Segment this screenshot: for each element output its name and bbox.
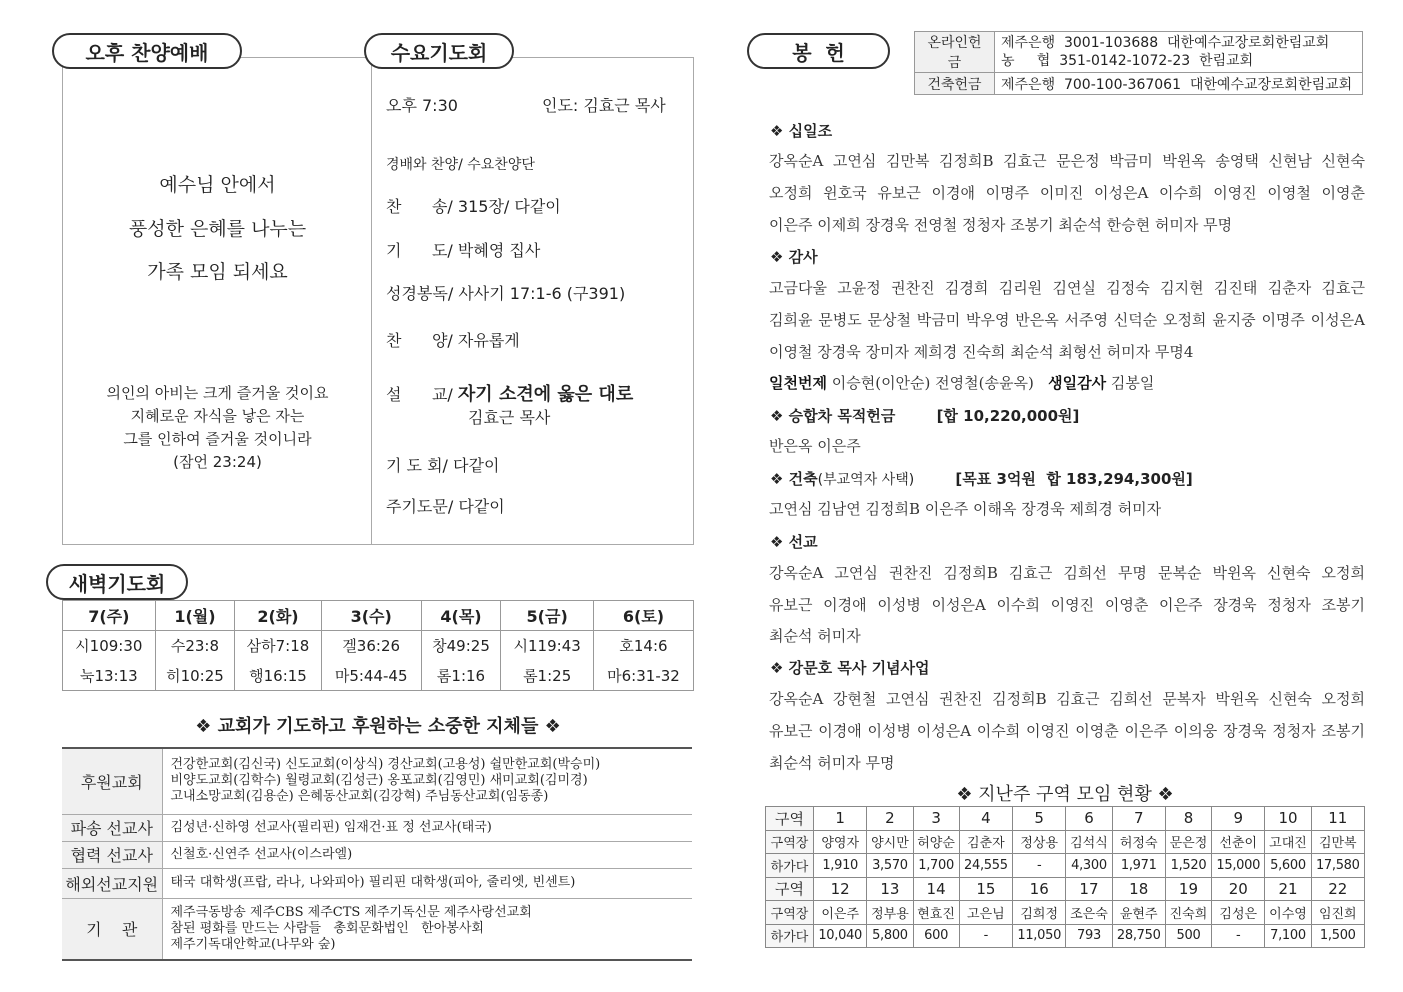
order-label: 경배와 찬양/: [386, 157, 463, 173]
district-number: 6: [1066, 807, 1112, 831]
order-label: 기 도/: [386, 241, 453, 260]
count-cell: 7,100: [1265, 924, 1311, 948]
count-cell: 1,910: [814, 854, 867, 878]
support-row: [62, 814, 692, 841]
leader-cell: 현효진: [913, 901, 959, 925]
row-label: 하가다: [766, 924, 814, 948]
verse-line-1: 의인의 아비는 크게 즐거울 것이요: [106, 384, 329, 402]
wednesday-leader: 인도: 김효근 목사: [542, 96, 666, 115]
support-category: 기 관: [62, 898, 162, 960]
building-names: 고연심 김남연 김정희B 이은주 이해옥 장경욱 제희경 허미자: [769, 500, 1162, 518]
motto-line-2: 풍성한 은혜를 나누는: [128, 218, 307, 240]
verse-cell: 겔36:26: [321, 631, 421, 661]
district-number: 19: [1165, 877, 1211, 901]
support-line: 비양도교회(김학수) 월령교회(김성근) 옹포교회(김영민) 새미교회(김미경): [170, 773, 588, 789]
leader-cell: 선춘이: [1212, 830, 1265, 854]
tithe-heading: ❖ 십일조: [770, 122, 833, 140]
count-cell: 17,580: [1311, 854, 1364, 878]
day-header: 7(주): [63, 601, 156, 631]
support-line: 건강한교회(김신국) 신도교회(이상식) 경산교회(고용성) 쉴만한교회(박승미): [170, 757, 601, 773]
leader-cell: 양시만: [867, 830, 913, 854]
count-cell: 3,570: [867, 854, 913, 878]
tithe-names: 이은주 이제희 장경욱 전영철 정청자 조봉기 최순석 한승현 허미자 무명: [769, 216, 1233, 234]
district-number: 20: [1212, 877, 1265, 901]
day-header: 4(목): [421, 601, 501, 631]
building-label: 건축헌금: [915, 73, 995, 95]
building-heading: [770, 468, 1193, 489]
building-title: ❖ 건축: [770, 470, 818, 488]
order-row-prayer-meeting: [386, 453, 499, 476]
row-label: 구역: [766, 807, 814, 831]
building-note: (부교역자 사택): [817, 472, 915, 488]
dawn-prayer-table: [62, 600, 694, 691]
leader-cell: 허정숙: [1112, 830, 1165, 854]
leader-cell: 허양순: [913, 830, 959, 854]
district-number: 9: [1212, 807, 1265, 831]
day-header: 2(화): [235, 601, 321, 631]
verse-cell: 호14:6: [593, 631, 693, 661]
count-cell: 793: [1066, 924, 1112, 948]
count-cell: -: [959, 924, 1012, 948]
order-label: 찬 양/: [386, 331, 453, 350]
support-line: 태국 대학생(프랍, 라나, 나와피아) 필리핀 대학생(피아, 줄리엣, 빈센트): [170, 875, 576, 890]
support-category: 해외선교지원: [62, 868, 162, 898]
support-value: [162, 841, 692, 868]
district-number: 2: [867, 807, 913, 831]
leader-cell: 임진희: [1311, 901, 1364, 925]
order-value: 수요찬양단: [467, 157, 535, 173]
count-cell: 4,300: [1066, 854, 1112, 878]
order-label: 기 도 회/: [386, 456, 448, 475]
count-cell: 11,050: [1013, 924, 1066, 948]
van-offering-names: 반은옥 이은주: [769, 437, 861, 455]
account-line: 농 협 351-0142-1072-23 한림교회: [1001, 53, 1254, 69]
verse-cell: 행16:15: [235, 661, 321, 691]
memorial-names: 유보근 이경애 이성병 이성은A 이수희 이영진 이영춘 이은주 이의웅 장경욱 정청자 조봉기: [769, 722, 1365, 740]
district-number: 5: [1013, 807, 1066, 831]
mission-names: 강옥순A 고연심 권찬진 김정희B 김효근 김희선 무명 문복순 박윈옥 신현숙 오정희: [769, 564, 1365, 582]
day-header: 1(월): [155, 601, 235, 631]
order-value: 다같이: [453, 456, 500, 475]
order-row-reading: [386, 281, 625, 304]
support-line: 제주기독대안학교(나무와 숲): [170, 936, 336, 952]
mission-names: 유보근 이경애 이성병 이성은A 이수희 이영진 이영춘 이은주 장경욱 정청자 조봉기: [769, 596, 1365, 614]
district-number: 11: [1311, 807, 1364, 831]
mission-names: 최순석 허미자: [769, 627, 861, 645]
dawn-days-row: [63, 601, 694, 631]
tithe-names: 오정희 윈호국 유보근 이경애 이명주 이미진 이성은A 이수희 이영진 이영철 이영춘: [769, 184, 1365, 202]
verse-reference: (잠언 23:24): [173, 453, 262, 471]
online-row: [915, 32, 1363, 73]
district-number: 21: [1265, 877, 1311, 901]
row-label: 하가다: [766, 854, 814, 878]
birthday-value: 김봉일: [1110, 374, 1155, 392]
count-cell: 1,500: [1311, 924, 1364, 948]
sermon-preacher: 김효근 목사: [468, 408, 551, 427]
verse-line-3: 그를 인하여 즐거울 것이니라: [123, 430, 312, 448]
district-number: 16: [1013, 877, 1066, 901]
verse-line-2: 지혜로운 자식을 낳은 자는: [130, 407, 305, 425]
count-cell: -: [1013, 854, 1066, 878]
thanks-names: 고금다울 고윤정 권찬진 김경희 김리원 김연실 김정숙 김지현 김진태 김춘자 김효근: [769, 279, 1365, 297]
count-cell: 1,971: [1112, 854, 1165, 878]
van-offering-heading: [770, 405, 1079, 426]
support-row: [62, 748, 692, 814]
leader-cell: 이은주: [814, 901, 867, 925]
verse-cell: 롬1:25: [501, 661, 594, 691]
district-number: 7: [1112, 807, 1165, 831]
support-line: 김성년·신하영 선교사(필리핀) 임재건·표 정 선교사(태국): [170, 819, 492, 835]
support-value: [162, 814, 692, 841]
verse-cell: 히10:25: [155, 661, 235, 691]
memorial-names: 최순석 허미자 무명: [769, 754, 895, 772]
birthday-label: 생일감사: [1048, 374, 1107, 392]
memorial-names: 강옥순A 강현철 고연심 권찬진 김정희B 김효근 김희선 문복자 박윈옥 신현숙 오정희: [769, 690, 1365, 708]
motto-line-3: 가족 모임 되세요: [147, 261, 288, 283]
verse-cell: 마5:44-45: [321, 661, 421, 691]
wednesday-time: 오후 7:30: [386, 96, 458, 115]
count-cell: 10,040: [814, 924, 867, 948]
building-row: [915, 73, 1363, 95]
order-row-prayer: [386, 238, 540, 261]
count-cell: 600: [913, 924, 959, 948]
van-offering-title: ❖ 승합차 목적헌금: [770, 407, 896, 425]
order-row-sermon: [386, 380, 633, 406]
leader-cell: 윤현주: [1112, 901, 1165, 925]
support-value: [162, 868, 692, 898]
count-cell: 24,555: [959, 854, 1012, 878]
offering-accounts-table: [914, 31, 1363, 95]
offering-title: 봉 헌: [747, 33, 890, 69]
support-row: [62, 868, 692, 898]
support-line: 제주극동방송 제주CBS 제주CTS 제주기독신문 제주사랑선교회: [170, 904, 532, 920]
thanks-names: 이영철 장경욱 장미자 제희경 진숙희 최순석 최형선 허미자 무명4: [769, 343, 1194, 361]
verse-cell: 롬1:16: [421, 661, 501, 691]
district-number: 22: [1311, 877, 1364, 901]
count-cell: 500: [1165, 924, 1211, 948]
district-number: 8: [1165, 807, 1211, 831]
row-label: 구역장: [766, 901, 814, 925]
district-number: 4: [959, 807, 1012, 831]
support-line: 참된 평화를 만드는 사람들 총회문화법인 한아봉사회: [170, 920, 484, 936]
leader-cell: 정부용: [867, 901, 913, 925]
support-heading: ❖ 교회가 기도하고 후원하는 소중한 지체들 ❖: [195, 716, 561, 737]
support-value: [162, 748, 692, 814]
order-label: 찬 송/: [386, 197, 453, 216]
order-label: 설 교/: [386, 385, 453, 404]
district-number: 17: [1066, 877, 1112, 901]
leader-cell: 양영자: [814, 830, 867, 854]
leader-cell: 문은정: [1165, 830, 1211, 854]
district-number: 14: [913, 877, 959, 901]
district-leader-row: [766, 830, 1365, 854]
district-number: 1: [814, 807, 867, 831]
order-row-song: [386, 328, 520, 351]
account-line: 제주은행 3001-103688 대한예수교장로회한림교회: [1001, 35, 1330, 51]
support-row: [62, 841, 692, 868]
mission-heading: ❖ 선교: [770, 533, 818, 551]
order-row-hymn: [386, 194, 561, 217]
district-table: [765, 806, 1365, 948]
order-row-praise: [386, 154, 535, 174]
van-offering-total: [합 10,220,000원]: [936, 407, 1080, 425]
special-value: 이승현(이안순) 전영철(송윤옥): [831, 374, 1034, 392]
district-number-row: [766, 877, 1365, 901]
order-row-lords-prayer: [386, 494, 505, 517]
leader-cell: 김석식: [1066, 830, 1112, 854]
leader-cell: 고은님: [959, 901, 1012, 925]
dawn-verse-row: [63, 661, 694, 691]
verse-cell: 삼하7:18: [235, 631, 321, 661]
district-count-row: [766, 854, 1365, 878]
district-number: 10: [1265, 807, 1311, 831]
building-goal: [목표 3억원 합 183,294,300원]: [955, 470, 1193, 488]
district-number: 13: [867, 877, 913, 901]
count-cell: 15,000: [1212, 854, 1265, 878]
order-label: 주기도문/: [386, 497, 454, 516]
leader-cell: 진숙희: [1165, 901, 1211, 925]
online-accounts: [995, 32, 1363, 73]
district-number: 18: [1112, 877, 1165, 901]
count-cell: 1,520: [1165, 854, 1211, 878]
dawn-verse-row: [63, 631, 694, 661]
support-category: 협력 선교사: [62, 841, 162, 868]
district-number-row: [766, 807, 1365, 831]
special-thanks-line: [769, 372, 1365, 393]
count-cell: 5,600: [1265, 854, 1311, 878]
building-account: 제주은행 700-100-367061 대한예수교장로회한림교회: [995, 73, 1363, 95]
district-heading: ❖ 지난주 구역 모임 현황 ❖: [956, 784, 1174, 805]
leader-cell: 김만복: [1311, 830, 1364, 854]
district-count-row: [766, 924, 1365, 948]
special-label: 일천번제: [769, 374, 827, 392]
order-value: 다같이: [458, 497, 505, 516]
order-value: 박혜영 집사: [457, 241, 541, 260]
district-leader-row: [766, 901, 1365, 925]
dawn-title: 새벽기도회: [46, 564, 188, 600]
day-header: 3(수): [321, 601, 421, 631]
district-number: 3: [913, 807, 959, 831]
afternoon-title: 오후 찬양예배: [52, 33, 242, 69]
count-cell: 28,750: [1112, 924, 1165, 948]
verse-cell: 창49:25: [421, 631, 501, 661]
support-line: 고내소망교회(김용순) 은혜동산교회(김강혁) 주님동산교회(임동종): [170, 789, 549, 805]
verse-cell: 시109:30: [63, 631, 156, 661]
wednesday-panel: [371, 57, 694, 545]
order-value: 사사기 17:1-6 (구391): [458, 284, 626, 303]
order-value: 자유롭게: [457, 331, 520, 350]
day-header: 5(금): [501, 601, 594, 631]
verse-cell: 눅13:13: [63, 661, 156, 691]
leader-cell: 김성은: [1212, 901, 1265, 925]
row-label: 구역: [766, 877, 814, 901]
order-label: 성경봉독/: [386, 284, 454, 303]
afternoon-panel: [62, 57, 372, 545]
count-cell: 1,700: [913, 854, 959, 878]
count-cell: 5,800: [867, 924, 913, 948]
thanks-heading: ❖ 감사: [770, 248, 818, 266]
row-label: 구역장: [766, 830, 814, 854]
district-number: 15: [959, 877, 1012, 901]
tithe-names: 강옥순A 고연심 김만복 김정희B 김효근 문은정 박금미 박윈옥 송영택 신현남 신현숙: [769, 152, 1365, 170]
support-value: [162, 898, 692, 960]
verse-cell: 수23:8: [155, 631, 235, 661]
sermon-title: 자기 소견에 옳은 대로: [457, 384, 634, 405]
support-row: [62, 898, 692, 960]
motto-line-1: 예수님 안에서: [159, 174, 276, 196]
leader-cell: 이수영: [1265, 901, 1311, 925]
support-line: 신철호·신연주 선교사(이스라엘): [170, 846, 353, 862]
support-table: [62, 747, 692, 961]
verse-cell: 시119:43: [501, 631, 594, 661]
leader-cell: 김춘자: [959, 830, 1012, 854]
leader-cell: 조은숙: [1066, 901, 1112, 925]
leader-cell: 김희정: [1013, 901, 1066, 925]
online-label: 온라인헌금: [915, 32, 995, 73]
verse-cell: 마6:31-32: [593, 661, 693, 691]
support-category: 후원교회: [62, 748, 162, 814]
leader-cell: 고대진: [1265, 830, 1311, 854]
thanks-names: 김희윤 문병도 문상철 박금미 박우영 반은옥 서주영 신덕순 오정희 윤지중 이명주 이성은A: [769, 311, 1365, 329]
district-number: 12: [814, 877, 867, 901]
day-header: 6(토): [593, 601, 693, 631]
count-cell: -: [1212, 924, 1265, 948]
leader-cell: 정상용: [1013, 830, 1066, 854]
order-value: 315장/ 다같이: [457, 197, 561, 216]
support-category: 파송 선교사: [62, 814, 162, 841]
wednesday-title: 수요기도회: [364, 33, 514, 69]
memorial-heading: ❖ 강문호 목사 기념사업: [770, 659, 930, 677]
